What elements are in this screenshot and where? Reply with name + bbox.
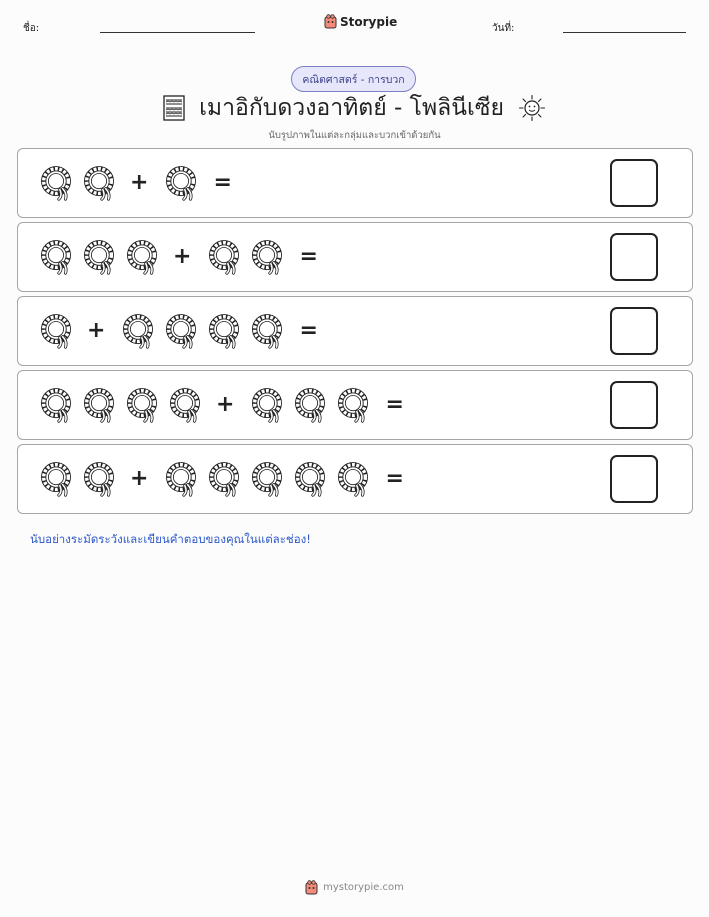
equals-sign: = xyxy=(213,170,232,195)
name-label: ชื่อ: xyxy=(23,23,40,34)
page-title: เมาอิกับดวงอาทิตย์ - โพลินีเซีย xyxy=(199,95,504,121)
rope-coil-icon xyxy=(37,312,75,350)
rope-coil-icon xyxy=(248,460,286,498)
sun-icon xyxy=(518,94,546,122)
plus-sign: + xyxy=(216,392,235,417)
plus-sign: + xyxy=(130,466,149,491)
problem-items xyxy=(37,445,404,513)
date-line[interactable] xyxy=(563,32,686,33)
plus-sign: + xyxy=(87,318,106,343)
rope-coil-icon xyxy=(123,386,161,424)
problem-items xyxy=(37,149,232,217)
answer-box[interactable] xyxy=(610,455,658,503)
rope-coil-icon xyxy=(205,238,243,276)
footer xyxy=(0,880,709,895)
problem-list xyxy=(17,148,693,518)
rope-coil-icon xyxy=(205,460,243,498)
plus-sign: + xyxy=(130,170,149,195)
rope-coil-icon xyxy=(248,386,286,424)
answer-box[interactable] xyxy=(610,159,658,207)
rope-coil-icon xyxy=(119,312,157,350)
title-row xyxy=(0,90,709,126)
problem-row xyxy=(17,296,693,366)
problem-items xyxy=(37,371,404,439)
rope-coil-icon xyxy=(334,386,372,424)
plus-sign: + xyxy=(173,244,192,269)
tapa-cloth-icon xyxy=(163,95,185,121)
equals-sign: = xyxy=(299,318,318,343)
answer-box[interactable] xyxy=(610,381,658,429)
rope-coil-icon xyxy=(80,386,118,424)
footer-site: mystorypie.com xyxy=(323,882,404,893)
problem-row xyxy=(17,222,693,292)
equals-sign: = xyxy=(385,392,404,417)
brand-logo xyxy=(324,14,397,29)
equals-sign: = xyxy=(385,466,404,491)
date-label: วันที่: xyxy=(492,23,515,34)
equals-sign: = xyxy=(299,244,318,269)
rope-coil-icon xyxy=(37,460,75,498)
rope-coil-icon xyxy=(291,460,329,498)
rope-coil-icon xyxy=(166,386,204,424)
rope-coil-icon xyxy=(162,312,200,350)
rope-coil-icon xyxy=(80,460,118,498)
rope-coil-icon xyxy=(162,460,200,498)
rope-coil-icon xyxy=(37,238,75,276)
storypie-logo-icon xyxy=(305,880,318,895)
problem-row xyxy=(17,370,693,440)
rope-coil-icon xyxy=(80,238,118,276)
category-badge: คณิตศาสตร์ - การบวก xyxy=(291,66,416,92)
rope-coil-icon xyxy=(248,312,286,350)
storypie-logo-icon xyxy=(324,14,337,29)
problem-items xyxy=(37,223,318,291)
rope-coil-icon xyxy=(37,386,75,424)
answer-box[interactable] xyxy=(610,233,658,281)
problem-row xyxy=(17,444,693,514)
problem-row xyxy=(17,148,693,218)
rope-coil-icon xyxy=(205,312,243,350)
instructions: นับรูปภาพในแต่ละกลุ่มและบวกเข้าด้วยกัน xyxy=(268,130,441,141)
problem-items xyxy=(37,297,318,365)
rope-coil-icon xyxy=(291,386,329,424)
rope-coil-icon xyxy=(334,460,372,498)
rope-coil-icon xyxy=(37,164,75,202)
brand-name: Storypie xyxy=(340,14,398,29)
rope-coil-icon xyxy=(162,164,200,202)
name-line[interactable] xyxy=(100,32,255,33)
footnote: นับอย่างระมัดระวังและเขียนคำตอบของคุณในแต่ละช่อง! xyxy=(30,532,311,546)
rope-coil-icon xyxy=(248,238,286,276)
rope-coil-icon xyxy=(123,238,161,276)
rope-coil-icon xyxy=(80,164,118,202)
answer-box[interactable] xyxy=(610,307,658,355)
